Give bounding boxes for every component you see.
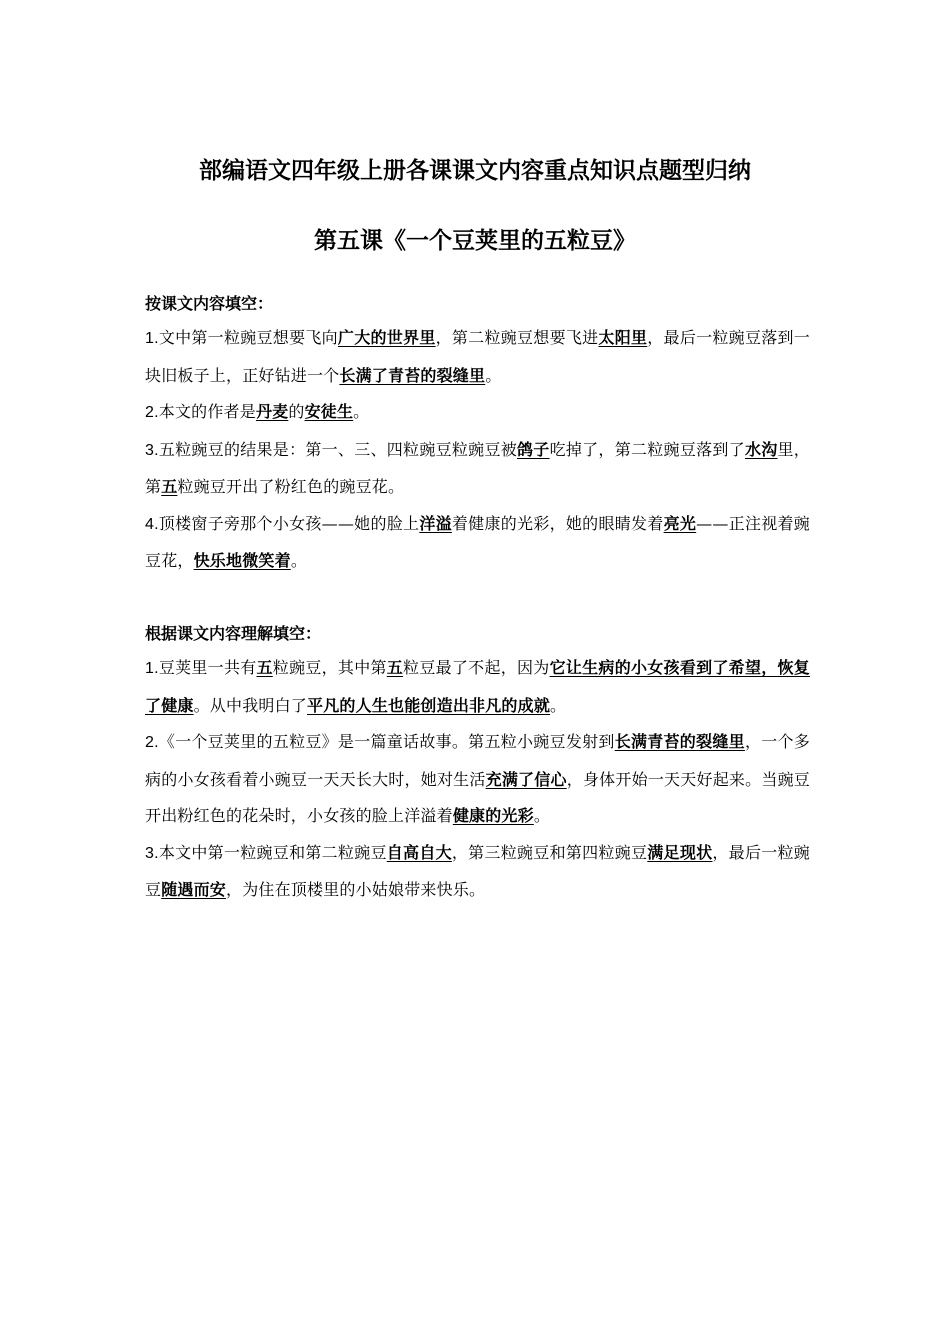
- item-number: 3.: [145, 844, 159, 862]
- text: ，最后一粒豌豆落到一块旧板子上，正好钻进一个: [145, 328, 810, 385]
- text: 着健康的光彩，她的眼睛发着: [451, 513, 664, 533]
- text: 的: [288, 402, 305, 421]
- fill-blank-section: [145, 292, 810, 580]
- text: 粒豌豆，其中第: [272, 658, 387, 677]
- answer: 广大的世界里: [337, 328, 436, 347]
- answer: 丹麦: [255, 402, 289, 421]
- answer: 水沟: [744, 439, 778, 459]
- text: ，最后一粒豌豆: [145, 842, 810, 899]
- answer: 满足现状: [647, 842, 713, 862]
- question-item-2: [145, 394, 810, 432]
- text: 本文中第一粒豌豆和第二粒豌豆: [158, 842, 387, 862]
- text: 顶楼窗子旁那个小女孩——她的脸上: [158, 513, 420, 533]
- section-heading: 根据课文内容理解填空：: [145, 624, 322, 643]
- item-number: 1.: [145, 660, 159, 677]
- answer: 长满青苔的裂缝里: [614, 732, 745, 751]
- text: 。从中我明白了: [193, 695, 308, 715]
- question-item-3: [145, 432, 810, 506]
- text: ，第二粒豌豆想要飞进: [435, 328, 599, 347]
- text: 本文的作者是: [158, 402, 256, 421]
- comprehension-item-3: [145, 835, 810, 909]
- answer: 亮光: [663, 513, 697, 533]
- answer: 安徒生: [304, 402, 354, 421]
- question-item-4: [145, 506, 810, 580]
- comprehension-section: [145, 622, 810, 909]
- answer: 长满了青苔的裂缝里: [339, 365, 486, 385]
- text: 。: [353, 402, 370, 421]
- text: ，第三粒豌豆和第四粒豌豆: [451, 842, 648, 862]
- answer: 太阳里: [598, 328, 648, 347]
- text: 。: [485, 365, 502, 385]
- text: 粒豌豆开出了粉红色的豌豆花。: [177, 477, 405, 496]
- answer: 快乐地微笑着: [193, 551, 291, 570]
- answer: 充满了信心: [485, 769, 567, 789]
- text: ，身体开始一天天好起来。当豌豆开出粉红色的花朵时，小女孩的脸上洋溢着: [145, 769, 810, 825]
- item-number: 4.: [145, 515, 159, 533]
- section-heading: 按课文内容填空：: [145, 294, 274, 313]
- text: ，一个多病的小女孩看着小豌豆一天天长大时，她对生活: [145, 732, 810, 789]
- comprehension-item-2: [145, 724, 810, 835]
- text: 。: [290, 551, 308, 570]
- answer: 健康的光彩: [452, 806, 534, 825]
- text: 吃掉了，第二粒豌豆落到了: [549, 439, 745, 459]
- text: 豆荚里一共有: [158, 658, 257, 677]
- item-number: 2.: [145, 404, 159, 421]
- answer: 鸽子: [517, 439, 550, 459]
- item-number: 3.: [145, 441, 159, 459]
- answer: 五: [256, 658, 273, 677]
- answer: 自高自大: [386, 842, 452, 862]
- text: ，为住在顶楼里的小姑娘带来快乐。: [226, 880, 486, 899]
- answer: 平凡的人生也能创造出非凡的成就: [307, 695, 551, 715]
- comprehension-item-1: [145, 650, 810, 724]
- text: 《一个豆荚里的五粒豆》是一篇童话故事。第五粒小豌豆发射到: [158, 732, 615, 751]
- answer: 它让生病的小女孩看到了希望，恢复了健康: [145, 658, 810, 715]
- text: 五粒豌豆的结果是：第一、三、四粒豌豆粒豌豆被: [158, 439, 518, 459]
- answer: 五: [386, 658, 404, 677]
- answer: 五: [161, 477, 178, 496]
- text: 里，第: [145, 439, 810, 496]
- item-number: 2.: [145, 734, 159, 751]
- document-title: 部编语文四年级上册各课课文内容重点知识点题型归纳: [199, 158, 751, 184]
- text: 。: [533, 806, 551, 825]
- text: 文中第一粒豌豆想要飞向: [158, 328, 338, 347]
- lesson-title: 第五课《一个豆荚里的五粒豆》: [314, 228, 636, 254]
- question-item-1: [145, 320, 810, 394]
- answer: 洋溢: [419, 513, 452, 533]
- answer: 随遇而安: [161, 880, 227, 899]
- text: ——正注视着豌豆花，: [145, 513, 810, 570]
- text: 。: [550, 695, 567, 715]
- text: 粒豆最了不起，因为: [403, 658, 550, 677]
- item-number: 1.: [145, 330, 159, 347]
